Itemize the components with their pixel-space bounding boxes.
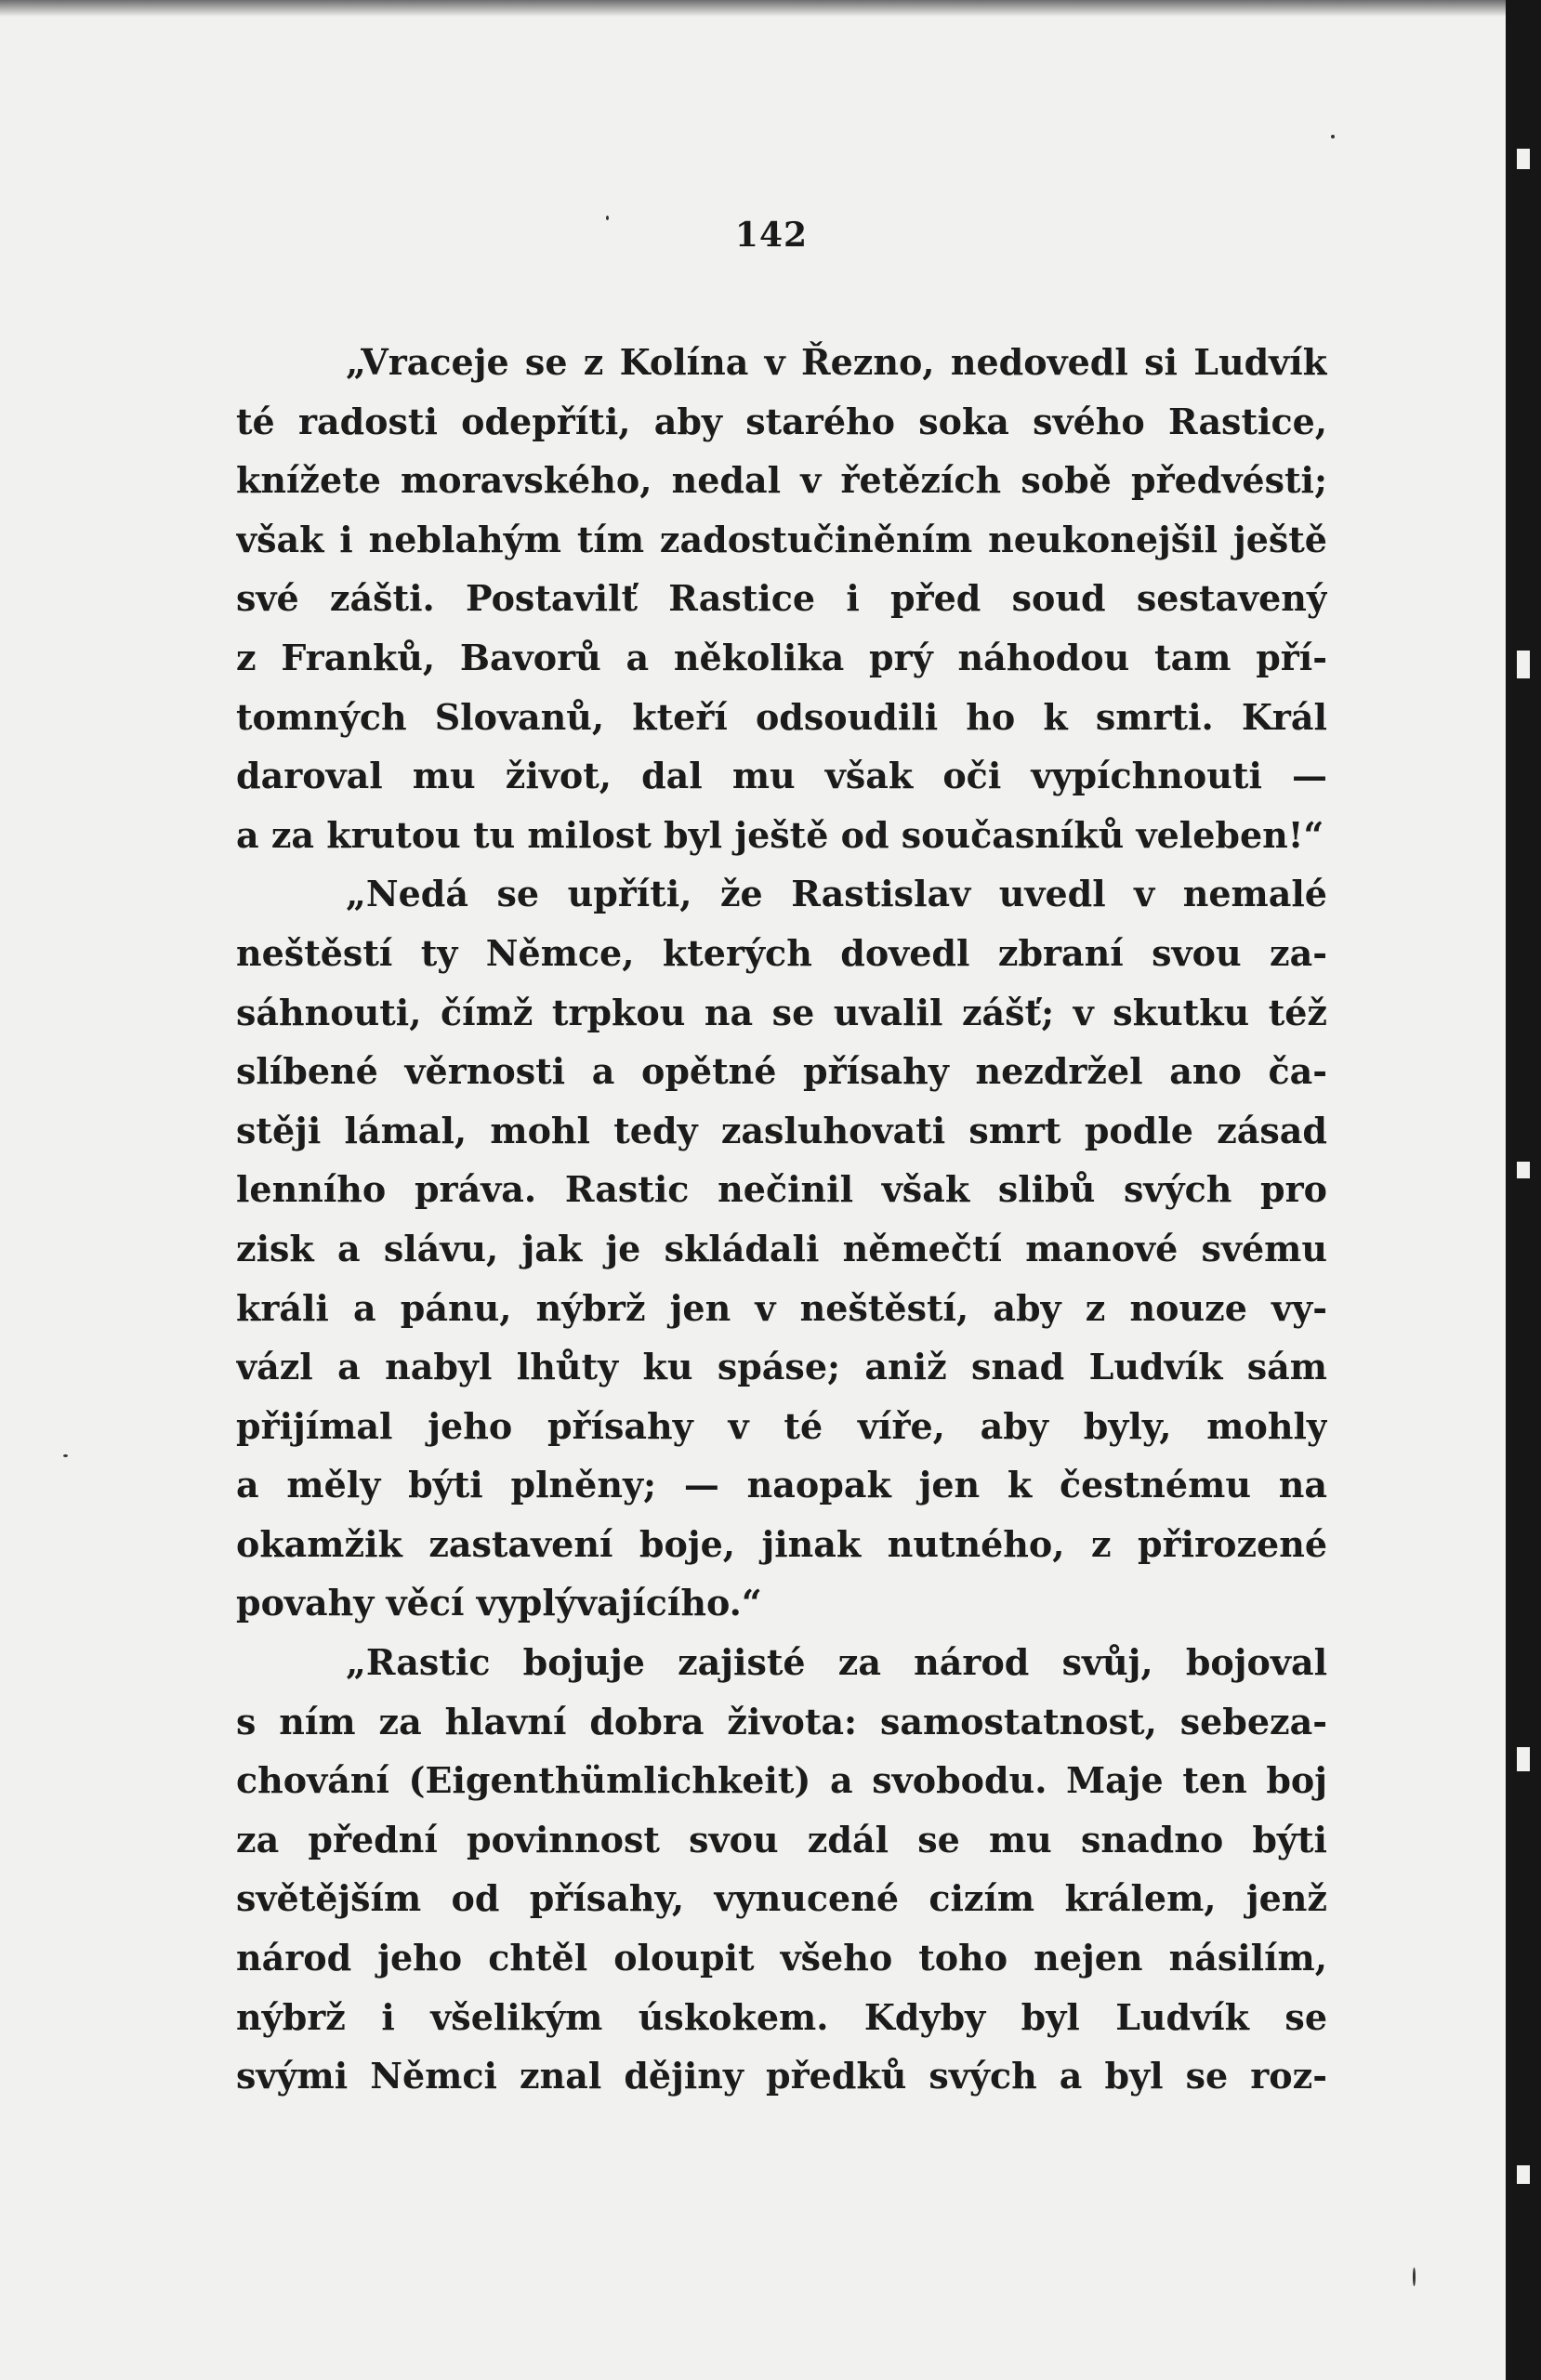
scan-shadow [0, 0, 1506, 17]
text-line: nýbrž i všelikým úskokem. Kdyby byl Ludvík se [236, 1995, 1327, 2038]
ink-speck [606, 216, 609, 220]
edge-mark [1517, 149, 1530, 169]
text-line: svými Němci znal dějiny předků svých a byl se roz- [236, 2055, 1327, 2097]
text-line: vázl a nabyl lhůty ku spáse; aniž snad Ludvík sám [236, 1346, 1327, 1388]
edge-mark [1517, 651, 1530, 678]
text-line: lenního práva. Rastic nečinil však slibů svých pro [236, 1168, 1327, 1211]
text-line: však i neblahým tím zadostučiněním neukonejšil ještě [236, 518, 1327, 560]
text-line: sáhnouti, čímž trpkou na se uvalil zášť; v skutku též [236, 991, 1327, 1033]
ink-speck [1331, 135, 1335, 138]
text-line: „Rastic bojuje zajisté za národ svůj, bojoval [346, 1641, 1327, 1684]
text-line: „Vraceje se z Kolína v Řezno, nedovedl si Ludvík [346, 341, 1327, 383]
text-line: s ním za hlavní dobra života: samostatnost, sebeza- [236, 1700, 1327, 1742]
text-line: té radosti odepříti, aby starého soka svého Rastice, [236, 400, 1327, 442]
text-line: neštěstí ty Němce, kterých dovedl zbraní svou za- [236, 931, 1327, 974]
body-text [236, 333, 1327, 2106]
text-line: za přední povinnost svou zdál se mu snadno býti [236, 1818, 1327, 1861]
ink-speck [63, 1454, 68, 1457]
ink-speck [1413, 2268, 1416, 2286]
text-line: z Franků, Bavorů a několika prý náhodou tam pří- [236, 636, 1327, 678]
text-line: daroval mu život, dal mu však oči vypíchnouti — [236, 755, 1327, 797]
text-line: povahy věcí vyplývajícího.“ [236, 1582, 762, 1624]
text-line: chování (Eigenthümlichkeit) a svobodu. Maje ten boj [236, 1759, 1327, 1802]
text-line: okamžik zastavení boje, jinak nutného, z přirozené [236, 1522, 1327, 1565]
text-line: a měly býti plněny; — naopak jen k čestnému na [236, 1464, 1327, 1506]
page-edge [1506, 0, 1541, 2380]
text-line: a za krutou tu milost byl ještě od současníků veleben!“ [236, 813, 1324, 856]
text-line: slíbené věrnosti a opětné přísahy nezdržel ano ča- [236, 1050, 1327, 1093]
text-line: přijímal jeho přísahy v té víře, aby byly, mohly [236, 1404, 1327, 1447]
text-line: světějším od přísahy, vynucené cizím králem, jenž [236, 1877, 1327, 1920]
text-line: tomných Slovanů, kteří odsoudili ho k smrti. Král [236, 695, 1327, 738]
page-number: 142 [734, 216, 809, 255]
text-line: knížete moravského, nedal v řetězích sobě předvésti; [236, 459, 1327, 502]
edge-mark [1517, 1747, 1530, 1771]
text-line: „Nedá se upříti, že Rastislav uvedl v nemalé [346, 873, 1327, 915]
text-line: své zášti. Postavilť Rastice i před soud sestavený [236, 577, 1327, 620]
text-line: zisk a slávu, jak je skládali němečtí manové svému [236, 1227, 1327, 1269]
edge-mark [1517, 2165, 1530, 2184]
text-line: králi a pánu, nýbrž jen v neštěstí, aby z nouze vy- [236, 1286, 1327, 1329]
text-line: národ jeho chtěl oloupit všeho toho nejen násilím, [236, 1937, 1327, 1979]
edge-mark [1517, 1162, 1530, 1178]
text-line: stěji lámal, mohl tedy zasluhovati smrt podle zásad [236, 1109, 1327, 1151]
